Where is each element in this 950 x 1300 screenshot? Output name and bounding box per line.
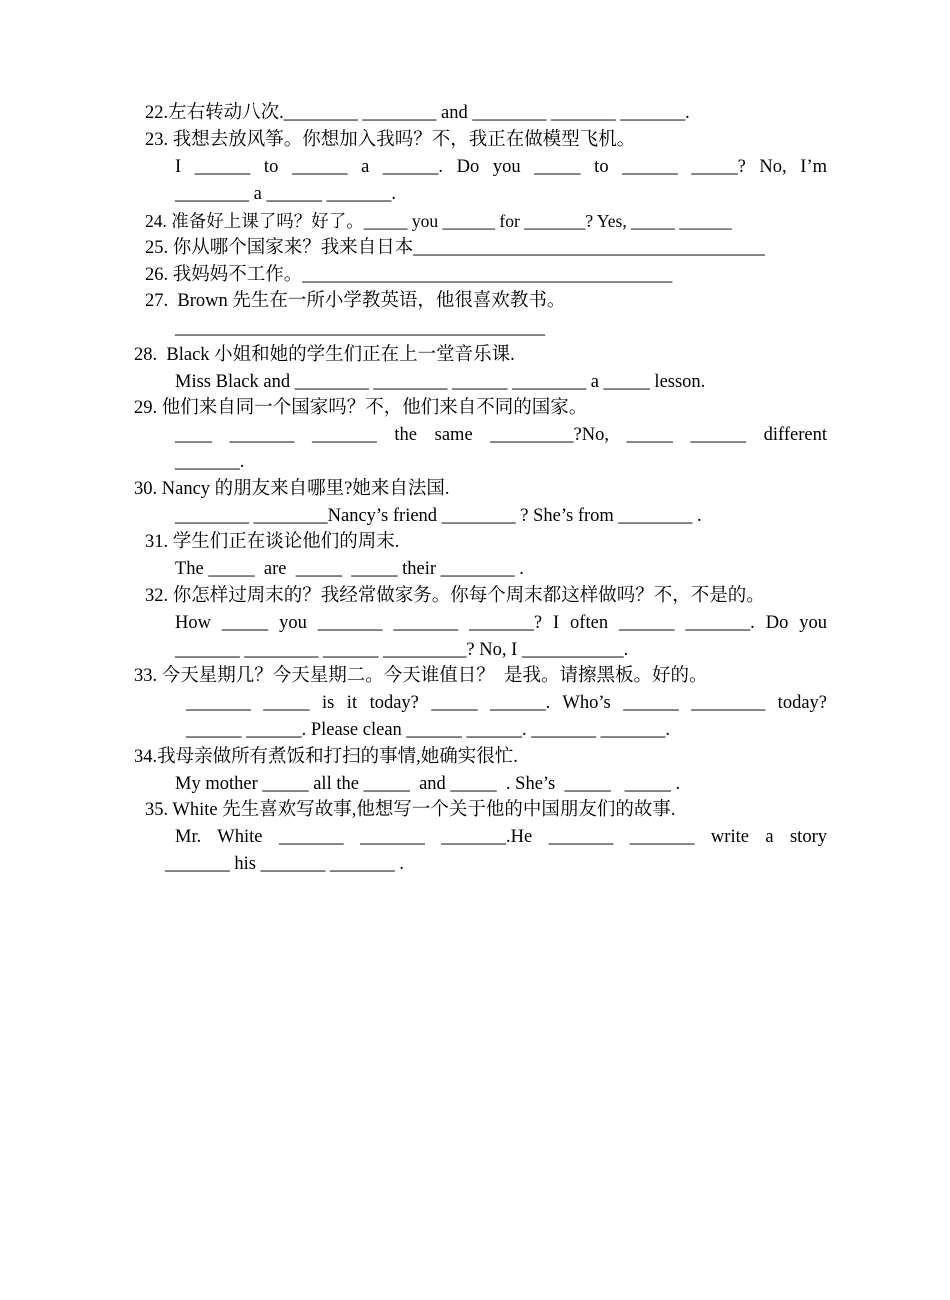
- question-32-prompt: 32. 你怎样过周末的？我经常做家务。你每个周末都这样做吗？不，不是的。: [145, 586, 765, 606]
- question-22-prompt: 22.左右转动八次.________ ________ and ________ _______ _______.: [145, 103, 690, 123]
- question-34-answer-line: My mother _____ all the _____ and _____ . She’s _____ _____ .: [175, 774, 681, 794]
- question-34-prompt: 34.我母亲做所有煮饭和打扫的事情,她确实很忙.: [134, 747, 518, 767]
- question-23-answer-line-2: ________ a ______ _______.: [175, 184, 396, 204]
- question-31-prompt: 31. 学生们正在谈论他们的周末.: [145, 532, 400, 552]
- question-35-answer-line-1: Mr. White _______ _______ _______.He _______ _______ write a story: [175, 827, 827, 847]
- question-28-answer-line: Miss Black and ________ ________ ______ ________ a _____ lesson.: [175, 372, 706, 392]
- question-23-answer-line-1: I ______ to ______ a ______. Do you _____ to ______ _____? No, I’m: [175, 157, 827, 177]
- question-32-answer-line-1: How _____ you _______ _______ _______? I often ______ _______. Do you: [175, 613, 827, 633]
- question-26: 26. 我妈妈不工作。________________________________________: [145, 265, 673, 285]
- question-30-answer-line: ________ ________Nancy’s friend ________ ? She’s from ________ .: [175, 506, 702, 526]
- question-29-prompt: 29. 他们来自同一个国家吗？不，他们来自不同的国家。: [134, 398, 588, 418]
- question-29-answer-line-2: _______.: [175, 452, 245, 472]
- question-24: 24. 准备好上课了吗？好了。_____ you ______ for _______? Yes, _____ ______: [145, 211, 732, 231]
- question-33-answer-line-2: ______ ______. Please clean ______ ______. _______ _______.: [186, 720, 671, 740]
- question-33-answer-line-1: _______ _____ is it today? _____ ______. Who’s ______ ________ today?: [186, 693, 827, 713]
- question-31-answer-line: The _____ are _____ _____ their ________ .: [175, 559, 524, 579]
- question-29-answer-line-1: ____ _______ _______ the same _________?No, _____ ______ different: [175, 425, 827, 445]
- question-35-answer-line-2: _______ his _______ _______ .: [165, 854, 404, 874]
- question-28-prompt: 28. Black 小姐和她的学生们正在上一堂音乐课.: [134, 345, 515, 365]
- question-27-answer-line: ________________________________________: [175, 318, 545, 338]
- question-25: 25. 你从哪个国家来？我来自日本______________________________________: [145, 238, 765, 258]
- question-32-answer-line-2: _______ ________ ______ _________? No, I ___________.: [175, 640, 629, 660]
- question-30-prompt: 30. Nancy 的朋友来自哪里?她来自法国.: [134, 479, 450, 499]
- question-33-prompt: 33. 今天星期几？今天星期二。今天谁值日？ 是我。请擦黑板。好的。: [134, 666, 708, 686]
- question-23-prompt: 23. 我想去放风筝。你想加入我吗？不，我正在做模型飞机。: [145, 130, 636, 150]
- question-35-prompt: 35. White 先生喜欢写故事,他想写一个关于他的中国朋友们的故事.: [145, 800, 676, 820]
- question-27-prompt: 27. Brown 先生在一所小学教英语，他很喜欢教书。: [145, 291, 566, 311]
